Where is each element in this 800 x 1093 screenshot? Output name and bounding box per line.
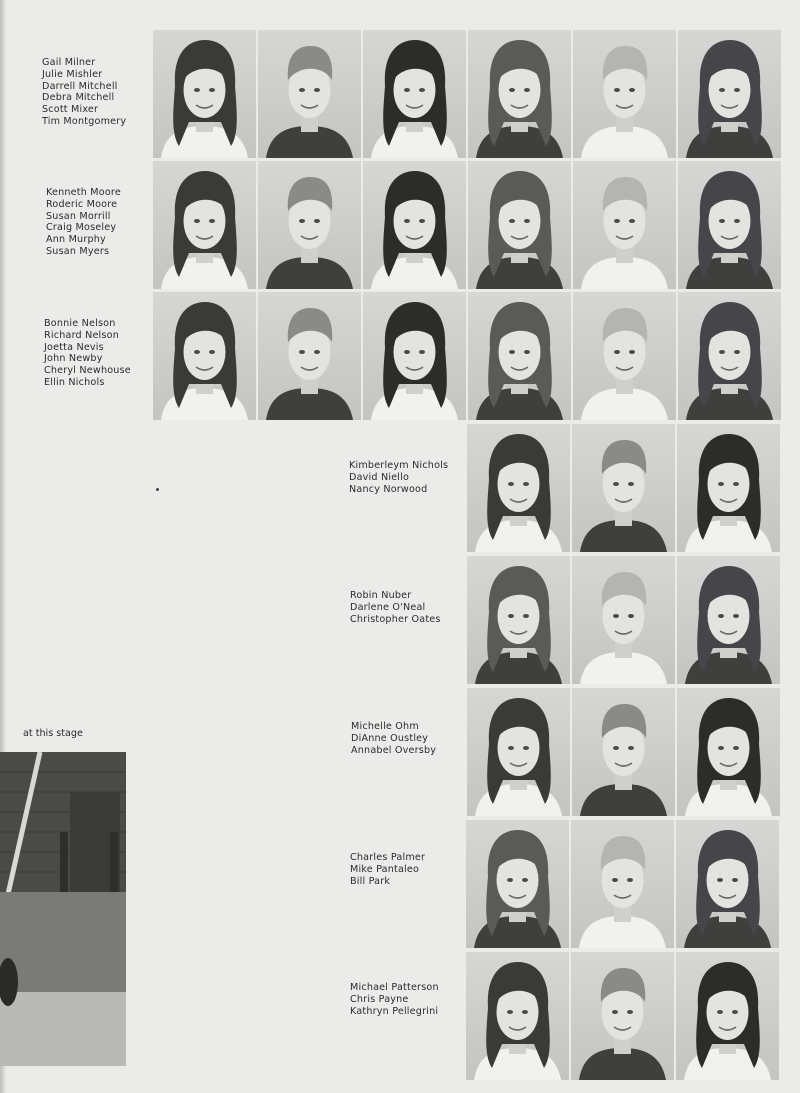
student-name: Debra Mitchell xyxy=(42,92,115,104)
student-portrait xyxy=(153,30,256,158)
student-name: Susan Morrill xyxy=(46,210,111,222)
student-name: Chris Payne xyxy=(350,993,409,1005)
student-portrait xyxy=(466,820,569,948)
student-name: Annabel Oversby xyxy=(351,744,437,756)
print-speck xyxy=(156,488,159,491)
student-portrait xyxy=(363,161,466,289)
portrait-silhouette xyxy=(677,424,780,552)
student-portrait xyxy=(468,30,571,158)
student-name: Craig Moseley xyxy=(46,222,117,234)
student-portrait xyxy=(363,292,466,420)
student-name: Robin Nuber xyxy=(350,590,412,601)
student-name: John Newby xyxy=(44,353,103,365)
name-list-row-4 xyxy=(349,460,448,495)
portrait-silhouette xyxy=(363,161,466,289)
student-name: Bill Park xyxy=(350,875,391,887)
student-name: Charles Palmer xyxy=(350,852,426,863)
name-list-row-1 xyxy=(42,57,126,128)
student-portrait xyxy=(677,424,780,552)
student-name: Gail Milner xyxy=(42,57,96,68)
name-list-row-5 xyxy=(350,590,441,625)
name-list-row-6 xyxy=(351,721,436,756)
portrait-silhouette xyxy=(467,688,570,816)
student-portrait xyxy=(153,161,256,289)
portrait-silhouette xyxy=(676,820,779,948)
student-name: Kathryn Pellegrini xyxy=(350,1005,439,1017)
student-portrait xyxy=(573,161,676,289)
photo-caption: at this stage xyxy=(23,728,83,739)
student-name: Darrell Mitchell xyxy=(42,80,118,92)
student-name: David Niello xyxy=(349,471,410,483)
student-portrait xyxy=(466,952,569,1080)
portrait-silhouette xyxy=(572,424,675,552)
student-name: Susan Myers xyxy=(46,245,110,257)
student-name: Kenneth Moore xyxy=(46,187,121,198)
student-name: Mike Pantaleo xyxy=(350,863,420,875)
student-name: Kimberleym Nichols xyxy=(349,460,449,471)
portrait-silhouette xyxy=(363,30,466,158)
student-portrait xyxy=(153,292,256,420)
portrait-silhouette xyxy=(572,556,675,684)
student-portrait xyxy=(573,292,676,420)
student-portrait xyxy=(572,688,675,816)
portrait-silhouette xyxy=(572,688,675,816)
student-portrait xyxy=(676,820,779,948)
student-name: Cheryl Newhouse xyxy=(44,365,131,377)
student-name: Ellin Nichols xyxy=(44,376,105,388)
student-portrait xyxy=(677,556,780,684)
student-name: Christopher Oates xyxy=(350,613,441,625)
student-name: Ann Murphy xyxy=(46,234,106,246)
student-portrait xyxy=(571,820,674,948)
portrait-silhouette xyxy=(466,820,569,948)
student-name: Michael Patterson xyxy=(350,982,439,993)
portrait-silhouette xyxy=(153,161,256,289)
name-list-row-2 xyxy=(46,187,121,258)
candid-stage-photo xyxy=(0,752,126,1066)
student-portrait xyxy=(258,30,361,158)
student-portrait xyxy=(258,292,361,420)
portrait-silhouette xyxy=(677,556,780,684)
student-portrait xyxy=(467,556,570,684)
student-portrait xyxy=(678,161,781,289)
student-portrait xyxy=(467,424,570,552)
portrait-silhouette xyxy=(678,161,781,289)
portrait-silhouette xyxy=(468,30,571,158)
student-portrait xyxy=(676,952,779,1080)
student-name: Richard Nelson xyxy=(44,329,119,341)
portrait-silhouette xyxy=(468,161,571,289)
student-portrait xyxy=(363,30,466,158)
name-list-row-3 xyxy=(44,318,131,389)
portrait-silhouette xyxy=(573,30,676,158)
portrait-silhouette xyxy=(153,30,256,158)
student-portrait xyxy=(678,30,781,158)
portrait-silhouette xyxy=(153,292,256,420)
portrait-silhouette xyxy=(466,952,569,1080)
portrait-silhouette xyxy=(258,30,361,158)
portrait-silhouette xyxy=(258,161,361,289)
student-name: Scott Mixer xyxy=(42,104,99,116)
student-name: Joetta Nevis xyxy=(44,341,104,353)
student-name: Nancy Norwood xyxy=(349,483,428,495)
student-portrait xyxy=(678,292,781,420)
student-name: Roderic Moore xyxy=(46,198,118,210)
student-portrait xyxy=(572,424,675,552)
student-name: Bonnie Nelson xyxy=(44,318,116,329)
student-name: Julie Mishler xyxy=(42,68,103,80)
portrait-silhouette xyxy=(678,292,781,420)
portrait-silhouette xyxy=(676,952,779,1080)
stage-photo-drawing xyxy=(0,752,126,1066)
name-list-row-8 xyxy=(350,982,439,1017)
student-portrait xyxy=(467,688,570,816)
student-portrait xyxy=(571,952,674,1080)
portrait-silhouette xyxy=(363,292,466,420)
student-portrait xyxy=(258,161,361,289)
student-portrait xyxy=(573,30,676,158)
portrait-silhouette xyxy=(677,688,780,816)
name-list-row-7 xyxy=(350,852,425,887)
portrait-silhouette xyxy=(573,292,676,420)
portrait-silhouette xyxy=(573,161,676,289)
student-name: Darlene O'Neal xyxy=(350,601,426,613)
portrait-silhouette xyxy=(678,30,781,158)
student-name: DiAnne Oustley xyxy=(351,732,429,744)
portrait-silhouette xyxy=(467,424,570,552)
student-portrait xyxy=(572,556,675,684)
student-portrait xyxy=(468,161,571,289)
portrait-silhouette xyxy=(571,820,674,948)
portrait-silhouette xyxy=(258,292,361,420)
student-name: Tim Montgomery xyxy=(42,115,127,127)
student-portrait xyxy=(677,688,780,816)
portrait-silhouette xyxy=(571,952,674,1080)
student-name: Michelle Ohm xyxy=(351,721,419,732)
portrait-silhouette xyxy=(467,556,570,684)
student-portrait xyxy=(468,292,571,420)
portrait-silhouette xyxy=(468,292,571,420)
